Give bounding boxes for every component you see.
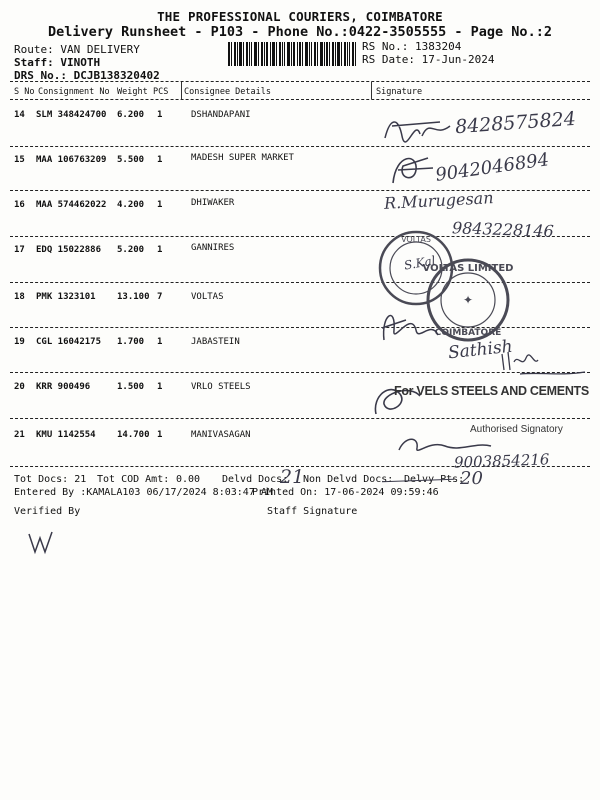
non-delivered-docs-label: Non Delvd Docs: (303, 474, 394, 485)
entered-by: Entered By :KAMALA103 06/17/2024 8:03:47 AM (14, 487, 273, 498)
authorised-signatory: Authorised Signatory (470, 424, 563, 435)
row-consignee: MADESH SUPER MARKET (191, 153, 294, 163)
row-sno: 19 (14, 337, 25, 347)
staff-signature-label: Staff Signature (267, 506, 358, 517)
row-weight: 5.200 (117, 245, 145, 255)
signature-scribble-icon (500, 342, 590, 382)
total-cod-value: 0.00 (176, 474, 201, 485)
verified-by-label: Verified By (14, 506, 81, 517)
row-consignment: MAA 106763209 (36, 155, 107, 165)
row-pcs: 7 (157, 292, 163, 302)
stamp-text: VOLTAS (401, 235, 431, 244)
col-signature: Signature (376, 87, 423, 97)
total-cod-label: Tot COD Amt: (97, 474, 170, 485)
signature-scribble-icon (370, 376, 425, 421)
row-consignee: VRLO STEELS (191, 382, 251, 392)
row-sno: 15 (14, 155, 25, 165)
row-consignee: DSHANDAPANI (191, 110, 251, 120)
runsheet-subtitle: Delivery Runsheet - P103 - Phone No.:0422-3505555 - Page No.:2 (48, 24, 552, 40)
col-consignment: Consignment No (38, 87, 110, 97)
row-sno: 21 (14, 430, 25, 440)
signature-scribble-icon (388, 148, 438, 188)
handwritten-phone: 9042046894 (434, 149, 551, 186)
handwritten-signature: Sathish (447, 336, 514, 364)
row-weight: 13.100 (117, 292, 150, 302)
delivered-docs-label: Delvd Docs: (222, 474, 289, 485)
row-consignment: KMU 1142554 (36, 430, 96, 440)
handwritten-phone: 9003854216 (453, 450, 550, 472)
col-separator (181, 82, 182, 99)
col-pcs: PCS (153, 87, 169, 97)
row-weight: 4.200 (117, 200, 145, 210)
row-consignee: GANNIRES (191, 243, 235, 253)
row-pcs: 1 (157, 110, 163, 120)
handwritten-initials: S.Kal (403, 253, 437, 273)
total-docs: Tot Docs: 21 (14, 474, 87, 485)
row-pcs: 1 (157, 337, 163, 347)
handwritten-phone: 9843228146 (451, 218, 555, 241)
row-consignee: MANIVASAGAN (191, 430, 251, 440)
runsheet-title: THE PROFESSIONAL COURIERS, COIMBATORE (157, 9, 443, 24)
row-pcs: 1 (157, 382, 163, 392)
row-sno: 17 (14, 245, 25, 255)
row-pcs: 1 (157, 155, 163, 165)
handwritten-phone: 8428575824 (454, 107, 577, 139)
rs-number: RS No.: 1383204 (362, 40, 462, 53)
staff-label: Staff: VINOTH (14, 56, 101, 69)
row-weight: 1.700 (117, 337, 145, 347)
col-weight: Weight (117, 87, 148, 97)
barcode-icon (228, 42, 356, 66)
row-consignment: CGL 16042175 (36, 337, 102, 347)
row-pcs: 1 (157, 430, 163, 440)
row-divider (10, 146, 590, 147)
row-consignee: JABASTEIN (191, 337, 240, 347)
handwritten-delivered-count: 21 (280, 466, 305, 488)
row-sno: 20 (14, 382, 25, 392)
col-consignee: Consignee Details (184, 87, 271, 97)
row-weight: 6.200 (117, 110, 145, 120)
route-label: Route: VAN DELIVERY (14, 43, 140, 56)
row-consignment: SLM 348424700 (36, 110, 107, 120)
row-sno: 18 (14, 292, 25, 302)
row-consignment: PMK 1323101 (36, 292, 96, 302)
row-consignee: VOLTAS (191, 292, 224, 302)
signature-scribble-icon (376, 300, 446, 350)
header-divider-bottom (10, 99, 590, 100)
handwritten-name: R.Murugesan (383, 188, 494, 213)
printed-on: Printed On: 17-06-2024 09:59:46 (252, 487, 439, 498)
row-sno: 14 (14, 110, 25, 120)
col-separator (371, 82, 372, 99)
handwritten-points-count: 20 (460, 468, 483, 489)
delivery-points-label: Delvy Pts: (404, 474, 465, 485)
row-consignment: MAA 574462022 (36, 200, 107, 210)
seal-top-text: VOLTAS LIMITED (422, 263, 514, 274)
row-consignee: DHIWAKER (191, 198, 235, 208)
svg-text:✦: ✦ (462, 293, 474, 307)
company-stamp-text: For VELS STEELS AND CEMENTS (394, 384, 589, 398)
col-sno: S No (14, 87, 35, 97)
row-pcs: 1 (157, 200, 163, 210)
row-divider (10, 418, 590, 419)
row-weight: 5.500 (117, 155, 145, 165)
row-weight: 14.700 (117, 430, 150, 440)
row-divider (10, 190, 590, 191)
row-weight: 1.500 (117, 382, 145, 392)
verifier-initial-icon (26, 528, 56, 556)
row-consignment: KRR 900496 (36, 382, 91, 392)
row-sno: 16 (14, 200, 25, 210)
drs-number: DRS No.: DCJB138320402 (14, 69, 160, 82)
header-divider-top (10, 81, 590, 82)
rs-date: RS Date: 17-Jun-2024 (362, 53, 495, 66)
seal-bottom-text: COIMBATORE (434, 328, 502, 338)
row-pcs: 1 (157, 245, 163, 255)
row-consignment: EDQ 15022886 (36, 245, 102, 255)
